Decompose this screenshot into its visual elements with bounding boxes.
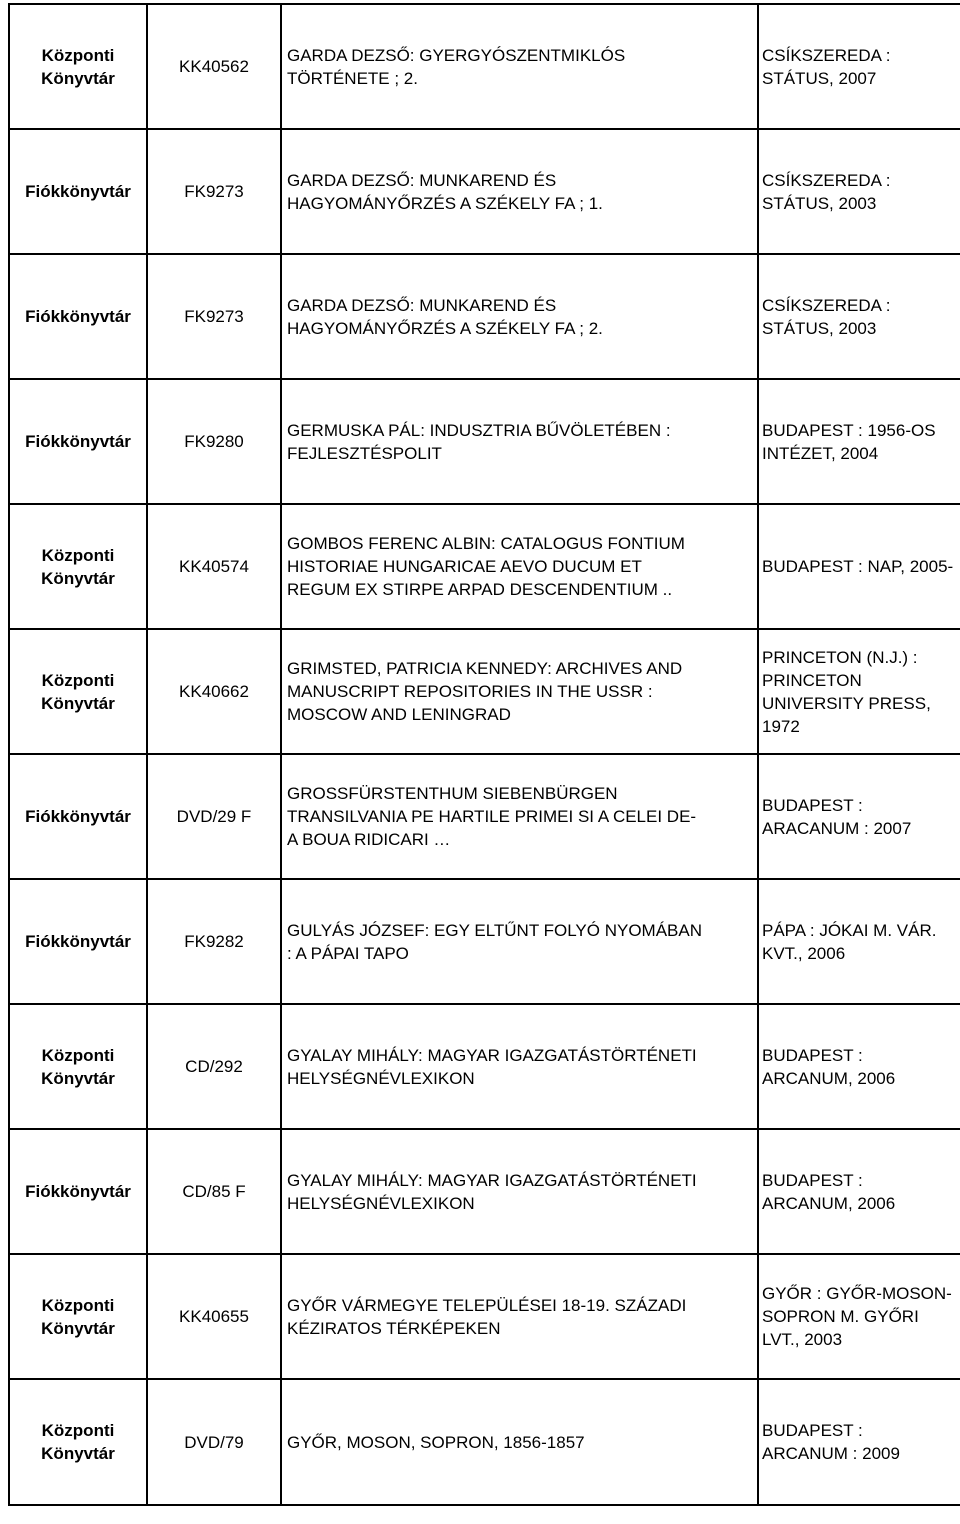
table-row bbox=[9, 879, 960, 1004]
id-cell: DVD/29 F bbox=[147, 754, 281, 879]
table-row bbox=[9, 379, 960, 504]
title-cell: GARDA DEZSŐ: MUNKAREND ÉS HAGYOMÁNYŐRZÉS A SZÉKELY FA ; 1. bbox=[281, 129, 758, 254]
library-cell: Központi Könyvtár bbox=[9, 1379, 147, 1505]
table-row bbox=[9, 1004, 960, 1129]
id-cell: KK40574 bbox=[147, 504, 281, 629]
library-cell: Fiókkönyvtár bbox=[9, 379, 147, 504]
publisher-cell: CSÍKSZEREDA : STÁTUS, 2007 bbox=[758, 4, 960, 129]
library-cell: Központi Könyvtár bbox=[9, 629, 147, 754]
table-row bbox=[9, 4, 960, 129]
title-cell: GOMBOS FERENC ALBIN: CATALOGUS FONTIUM HISTORIAE HUNGARICAE AEVO DUCUM ET REGUM EX STIRPE ARPAD DESCENDENTIUM .. bbox=[281, 504, 758, 629]
title-cell: GYALAY MIHÁLY: MAGYAR IGAZGATÁSTÖRTÉNETI HELYSÉGNÉVLEXIKON bbox=[281, 1129, 758, 1254]
id-cell: CD/85 F bbox=[147, 1129, 281, 1254]
table-row bbox=[9, 1379, 960, 1505]
id-cell: DVD/79 bbox=[147, 1379, 281, 1505]
id-cell: KK40655 bbox=[147, 1254, 281, 1379]
id-cell: FK9280 bbox=[147, 379, 281, 504]
library-cell: Központi Könyvtár bbox=[9, 504, 147, 629]
library-cell: Fiókkönyvtár bbox=[9, 254, 147, 379]
publisher-cell: BUDAPEST : ARCANUM, 2006 bbox=[758, 1129, 960, 1254]
table-row bbox=[9, 504, 960, 629]
title-cell: GULYÁS JÓZSEF: EGY ELTŰNT FOLYÓ NYOMÁBAN : A PÁPAI TAPO bbox=[281, 879, 758, 1004]
id-cell: FK9273 bbox=[147, 254, 281, 379]
publisher-cell: CSÍKSZEREDA : STÁTUS, 2003 bbox=[758, 129, 960, 254]
title-cell: GARDA DEZSŐ: GYERGYÓSZENTMIKLÓS TÖRTÉNETE ; 2. bbox=[281, 4, 758, 129]
library-cell: Fiókkönyvtár bbox=[9, 129, 147, 254]
title-cell: GROSSFÜRSTENTHUM SIEBENBÜRGEN TRANSILVANIA PE HARTILE PRIMEI SI A CELEI DE- A BOUA RIDICARI … bbox=[281, 754, 758, 879]
id-cell: CD/292 bbox=[147, 1004, 281, 1129]
catalog-body bbox=[9, 4, 960, 1505]
publisher-cell: BUDAPEST : ARCANUM : 2009 bbox=[758, 1379, 960, 1505]
title-cell: GRIMSTED, PATRICIA KENNEDY: ARCHIVES AND MANUSCRIPT REPOSITORIES IN THE USSR : MOSCOW AND LENINGRAD bbox=[281, 629, 758, 754]
table-row bbox=[9, 129, 960, 254]
title-cell: GERMUSKA PÁL: INDUSZTRIA BŰVÖLETÉBEN : FEJLESZTÉSPOLIT bbox=[281, 379, 758, 504]
library-cell: Központi Könyvtár bbox=[9, 4, 147, 129]
library-cell: Fiókkönyvtár bbox=[9, 1129, 147, 1254]
title-cell: GYŐR VÁRMEGYE TELEPÜLÉSEI 18-19. SZÁZADI KÉZIRATOS TÉRKÉPEKEN bbox=[281, 1254, 758, 1379]
title-cell: GARDA DEZSŐ: MUNKAREND ÉS HAGYOMÁNYŐRZÉS A SZÉKELY FA ; 2. bbox=[281, 254, 758, 379]
publisher-cell: CSÍKSZEREDA : STÁTUS, 2003 bbox=[758, 254, 960, 379]
publisher-cell: BUDAPEST : 1956-OS INTÉZET, 2004 bbox=[758, 379, 960, 504]
title-cell: GYŐR, MOSON, SOPRON, 1856-1857 bbox=[281, 1379, 758, 1505]
publisher-cell: BUDAPEST : NAP, 2005- bbox=[758, 504, 960, 629]
id-cell: KK40662 bbox=[147, 629, 281, 754]
publisher-cell: GYŐR : GYŐR-MOSON- SOPRON M. GYŐRI LVT., 2003 bbox=[758, 1254, 960, 1379]
publisher-cell: PÁPA : JÓKAI M. VÁR. KVT., 2006 bbox=[758, 879, 960, 1004]
table-row bbox=[9, 254, 960, 379]
library-cell: Fiókkönyvtár bbox=[9, 754, 147, 879]
title-cell: GYALAY MIHÁLY: MAGYAR IGAZGATÁSTÖRTÉNETI HELYSÉGNÉVLEXIKON bbox=[281, 1004, 758, 1129]
table-row bbox=[9, 1254, 960, 1379]
publisher-cell: BUDAPEST : ARCANUM, 2006 bbox=[758, 1004, 960, 1129]
table-row bbox=[9, 754, 960, 879]
id-cell: FK9282 bbox=[147, 879, 281, 1004]
library-cell: Fiókkönyvtár bbox=[9, 879, 147, 1004]
publisher-cell: BUDAPEST : ARACANUM : 2007 bbox=[758, 754, 960, 879]
id-cell: KK40562 bbox=[147, 4, 281, 129]
catalog-table bbox=[8, 3, 960, 1506]
id-cell: FK9273 bbox=[147, 129, 281, 254]
table-row bbox=[9, 1129, 960, 1254]
library-cell: Központi Könyvtár bbox=[9, 1004, 147, 1129]
publisher-cell: PRINCETON (N.J.) : PRINCETON UNIVERSITY PRESS, 1972 bbox=[758, 629, 960, 754]
table-row bbox=[9, 629, 960, 754]
library-cell: Központi Könyvtár bbox=[9, 1254, 147, 1379]
